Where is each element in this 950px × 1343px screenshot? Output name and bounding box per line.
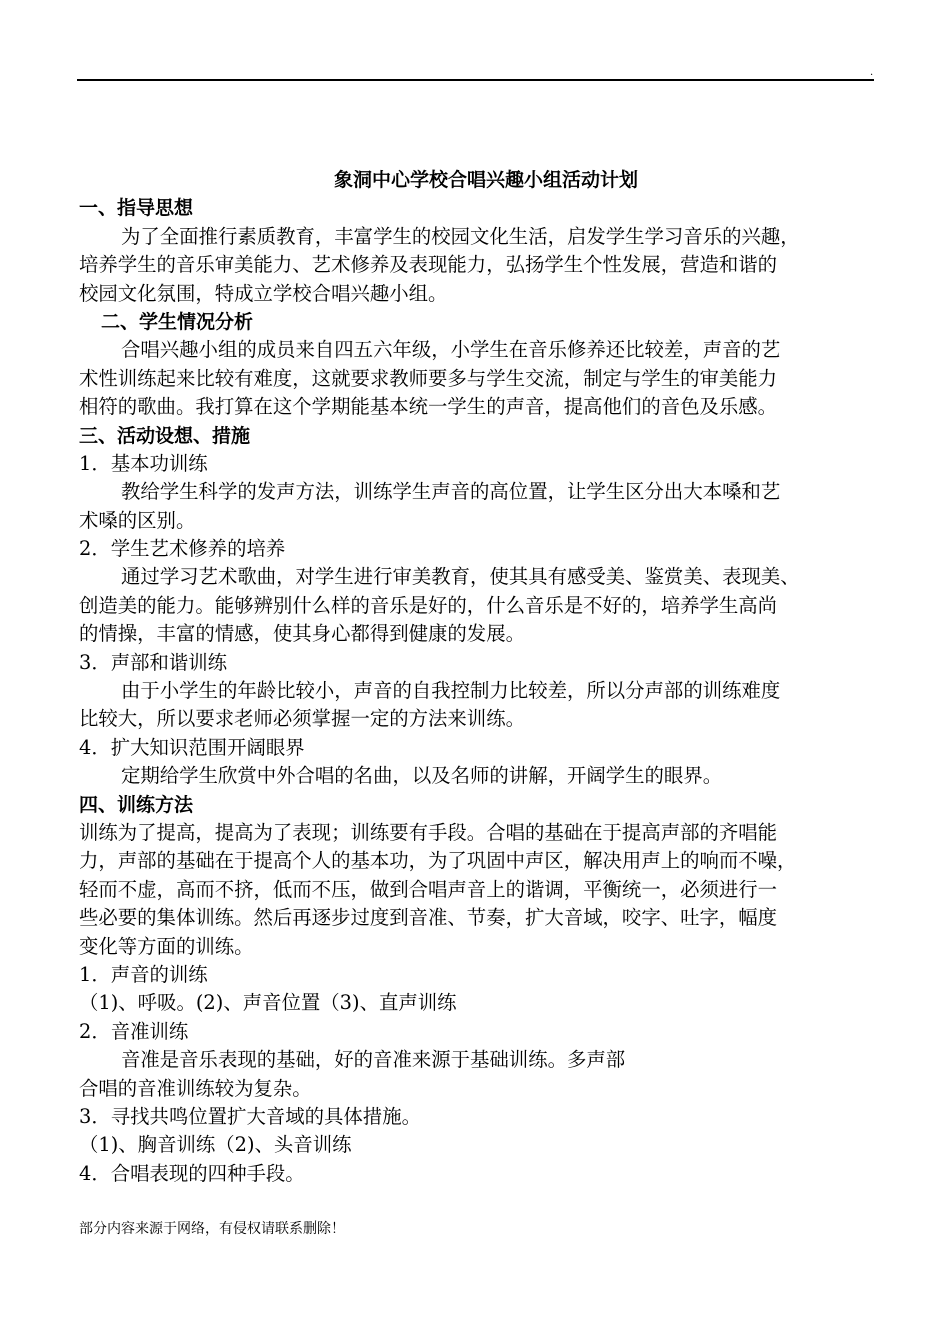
section-4-sub-title: 2．音准训练 [79,1019,189,1043]
section-3-item-title: 1．基本功训练 [79,451,208,475]
section-3-item-line: 由于小学生的年龄比较小，声音的自我控制力比较差，所以分声部的训练难度 [121,679,781,703]
section-4-line: 训练为了提高，提高为了表现；训练要有手段。合唱的基础在于提高声部的齐唱能 [79,820,778,844]
header-mark: . [870,67,874,78]
section-2-line: 合唱兴趣小组的成员来自四五六年级，小学生在音乐修养还比较差，声音的艺 [121,338,781,362]
section-3-item-line: 通过学习艺术歌曲，对学生进行审美教育，使其具有感受美、鉴赏美、表现美、 [121,565,800,589]
section-3-item-line: 比较大，所以要求老师必须掌握一定的方法来训练。 [79,707,525,731]
section-1-line: 为了全面推行素质教育，丰富学生的校园文化生活，启发学生学习音乐的兴趣， [121,224,800,248]
document-body [79,166,879,1188]
section-2-line: 相符的歌曲。我打算在这个学期能基本统一学生的声音，提高他们的音色及乐感。 [79,395,778,419]
document-title: 象洞中心学校合唱兴趣小组活动计划 [333,169,638,191]
section-4-line: 些必要的集体训练。然后再逐步过度到音准、节奏，扩大音域，咬字、吐字，幅度 [79,906,778,930]
section-3-item-title: 2．学生艺术修养的培养 [79,537,286,561]
section-3-item-line: 创造美的能力。能够辨别什么样的音乐是好的，什么音乐是不好的，培养学生高尚 [79,593,778,617]
section-4-sub-line: （1)、胸音训练（2)、头音训练 [79,1133,352,1157]
section-3-item-line: 教给学生科学的发声方法，训练学生声音的高位置，让学生区分出大本嗓和艺 [121,480,781,504]
section-4-sub-title: 3．寻找共鸣位置扩大音域的具体措施。 [79,1104,421,1128]
section-1-line: 校园文化氛围，特成立学校合唱兴趣小组。 [79,281,448,305]
footer-note: 部分内容来源于网络，有侵权请联系删除！ [79,1221,345,1237]
section-4-line: 力，声部的基础在于提高个人的基本功，为了巩固中声区，解决用声上的响而不噪， [79,849,797,873]
section-1-heading: 一、指导思想 [79,197,194,220]
header-rule [77,79,874,81]
section-3-item-title: 3．声部和谐训练 [79,650,228,674]
section-3-item-line: 术嗓的区别。 [79,508,196,532]
section-4-line: 轻而不虚，高而不挤，低而不压，做到合唱声音上的谐调，平衡统一，必须进行一 [79,877,778,901]
section-4-line: 变化等方面的训练。 [79,934,254,958]
section-3-item-line: 的情操，丰富的情感，使其身心都得到健康的发展。 [79,622,525,646]
section-1-line: 培养学生的音乐审美能力、艺术修养及表现能力，弘扬学生个性发展，营造和谐的 [79,253,778,277]
section-3-item-line: 定期给学生欣赏中外合唱的名曲，以及名师的讲解，开阔学生的眼界。 [121,764,723,788]
section-3-item-title: 4．扩大知识范围开阔眼界 [79,735,305,759]
section-2-heading: 二、学生情况分析 [101,310,254,333]
section-4-heading: 四、训练方法 [79,793,194,816]
section-4-sub-line: （1)、呼吸。(2)、声音位置（3)、直声训练 [79,991,457,1015]
section-4-sub-title: 1．声音的训练 [79,962,208,986]
section-2-line: 术性训练起来比较有难度，这就要求教师要多与学生交流，制定与学生的审美能力 [79,366,778,390]
section-4-sub-line: 音准是音乐表现的基础，好的音准来源于基础训练。多声部 [121,1048,626,1072]
section-3-heading: 三、活动设想、措施 [79,424,251,447]
section-4-sub-line: 合唱的音准训练较为复杂。 [79,1076,312,1100]
section-4-sub-title: 4．合唱表现的四种手段。 [79,1161,305,1185]
